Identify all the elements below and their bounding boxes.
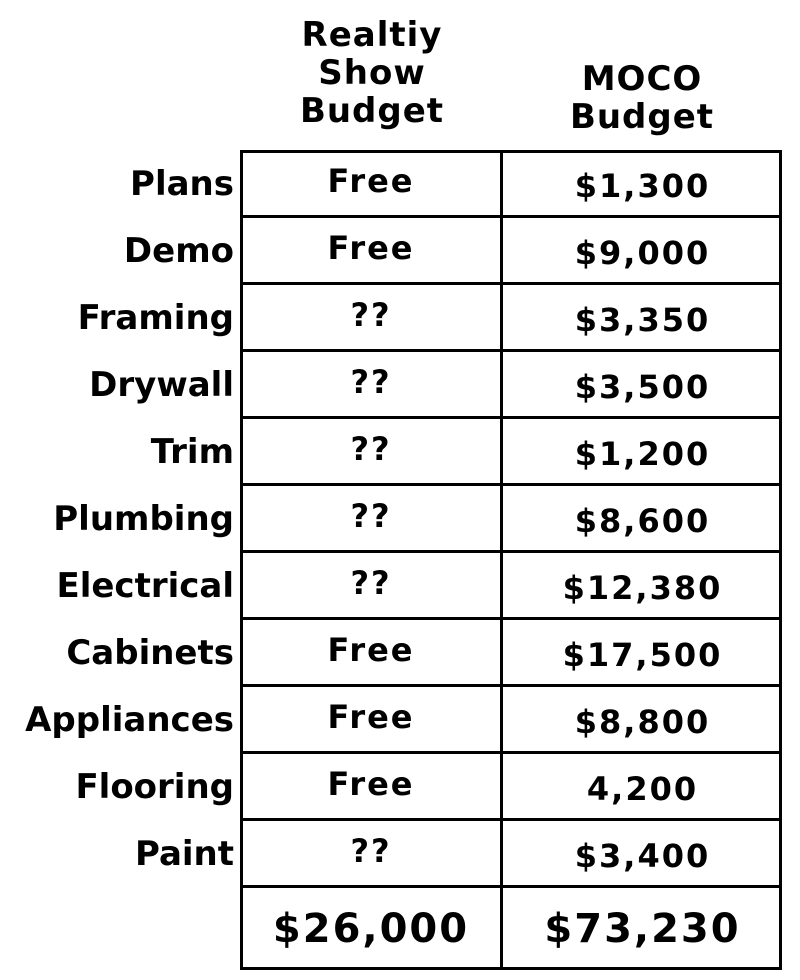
reality-value: ??	[350, 497, 392, 535]
reality-value: Free	[327, 631, 415, 669]
row-label: Plumbing	[53, 499, 234, 539]
row-label: Plans	[130, 164, 234, 204]
reality-value: ??	[350, 832, 392, 870]
row-label: Framing	[77, 298, 234, 338]
header-line: Realtiy	[301, 15, 443, 55]
moco-value: $12,380	[562, 569, 723, 607]
reality-value: ??	[350, 564, 392, 602]
reality-total: $26,000	[272, 906, 470, 952]
row-divider	[240, 349, 782, 352]
moco-value: $8,800	[574, 703, 711, 741]
row-divider	[240, 617, 782, 620]
row-divider	[240, 818, 782, 821]
row-divider	[240, 684, 782, 687]
reality-value: Free	[327, 162, 415, 200]
row-label: Trim	[150, 432, 234, 472]
moco-budget-header	[502, 60, 782, 136]
reality-value: Free	[327, 229, 415, 267]
header-line: Show	[318, 53, 426, 93]
row-label: Demo	[123, 231, 234, 271]
row-divider	[240, 416, 782, 419]
reality-value: Free	[327, 765, 415, 803]
moco-value: $3,350	[574, 301, 711, 339]
row-label: Cabinets	[66, 633, 234, 673]
moco-value: $1,200	[574, 435, 711, 473]
row-divider	[240, 215, 782, 218]
row-divider	[240, 885, 782, 888]
reality-show-budget-header	[242, 16, 502, 130]
moco-value: $8,600	[574, 502, 711, 540]
moco-value: $3,500	[574, 368, 711, 406]
moco-total: $73,230	[544, 906, 741, 952]
row-label: Paint	[134, 834, 234, 874]
reality-value: ??	[350, 296, 392, 334]
row-label: Drywall	[89, 365, 234, 405]
reality-value: ??	[350, 430, 392, 468]
row-divider	[240, 483, 782, 486]
header-line: Budget	[299, 91, 445, 131]
moco-value: $1,300	[574, 167, 711, 205]
moco-value: 4,200	[586, 770, 699, 808]
row-label: Electrical	[56, 566, 234, 606]
row-divider	[240, 550, 782, 553]
header-line: MOCO	[581, 59, 703, 99]
moco-value: $17,500	[562, 636, 723, 674]
moco-value: $9,000	[574, 234, 711, 272]
moco-value: $3,400	[574, 837, 711, 875]
row-label: Appliances	[25, 700, 234, 740]
row-divider	[240, 282, 782, 285]
reality-value: ??	[350, 363, 392, 401]
header-line: Budget	[569, 97, 715, 137]
reality-value: Free	[327, 698, 415, 736]
row-label: Flooring	[75, 767, 234, 807]
row-divider	[240, 751, 782, 754]
